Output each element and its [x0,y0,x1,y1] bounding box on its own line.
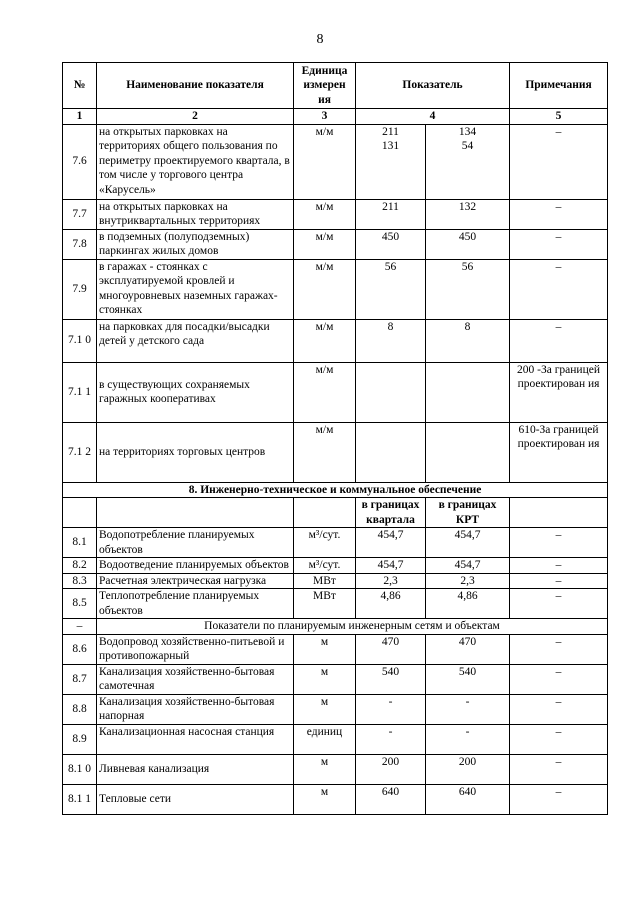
row-unit: единиц [294,724,356,754]
row-unit: м [294,664,356,694]
table-row [63,784,608,814]
row-note: – [510,124,608,199]
row-value-quarter: 454,7 [356,558,426,574]
row-unit: м/м [294,259,356,319]
row-value-quarter: 640 [356,784,426,814]
row-num: 7.6 [63,124,97,199]
subheader-quarter: в границах квартала [356,498,426,528]
row-name: Канализационная насосная станция [97,724,294,754]
row-num: 8.7 [63,664,97,694]
col-number: 4 [356,109,510,125]
row-name: на парковках для посадки/высадки детей у детского сада [97,319,294,362]
row-value-krt: 640 [426,784,510,814]
networks-header [63,619,608,635]
table-row [63,124,608,199]
row-num: – [63,619,97,635]
row-value-krt: 4,86 [426,589,510,619]
row-unit: МВт [294,573,356,589]
row-value-krt: 132 [426,199,510,229]
row-value-krt: 470 [426,634,510,664]
network-rows [63,634,608,814]
row-name: Канализация хозяйственно-бытовая напорная [97,694,294,724]
row-value-quarter: 470 [356,634,426,664]
header-name: Наименование показателя [97,63,294,109]
row-num: 8.5 [63,589,97,619]
row-note: – [510,754,608,784]
table-row [63,422,608,482]
header-note: Примечания [510,63,608,109]
row-note: – [510,199,608,229]
row-value-quarter: 454,7 [356,528,426,558]
header-row [63,63,608,109]
table-row [63,319,608,362]
row-num: 7.7 [63,199,97,229]
row-value-quarter: 4,86 [356,589,426,619]
row-unit: м/м [294,199,356,229]
header-num: № [63,63,97,109]
row-num: 8.2 [63,558,97,574]
row-unit: м/м [294,362,356,422]
row-num: 8.1 1 [63,784,97,814]
table-row [63,528,608,558]
row-num: 7.1 2 [63,422,97,482]
row-note: – [510,558,608,574]
table-row [63,573,608,589]
row-value-krt: - [426,724,510,754]
row-value-quarter: 450 [356,229,426,259]
row-value-quarter: 200 [356,754,426,784]
row-value-krt [426,362,510,422]
table-row [63,558,608,574]
row-note: – [510,229,608,259]
row-name: на открытых парковках на внутриквартальных территориях [97,199,294,229]
row-value-quarter: - [356,724,426,754]
row-name: на открытых парковках на территориях общего пользования по периметру проектируемого квартала, в том числе у торгового центра «Карусель» [97,124,294,199]
row-unit: м [294,694,356,724]
row-value-quarter: 2,3 [356,573,426,589]
row-num: 8.3 [63,573,97,589]
row-unit: м/м [294,229,356,259]
row-name: в гаражах - стоянках с эксплуатируемой кровлей и многоуровневых наземных гаражах-стоянках [97,259,294,319]
table-row [63,634,608,664]
row-unit: м/м [294,422,356,482]
row-unit: м [294,634,356,664]
row-value-quarter [356,362,426,422]
col-number: 1 [63,109,97,125]
row-note: 200 -За границей проектирован ия [510,362,608,422]
row-name: Расчетная электрическая нагрузка [97,573,294,589]
row-unit: м/м [294,319,356,362]
row-value-quarter: 211 131 [356,124,426,199]
row-name: Теплопотребление планируемых объектов [97,589,294,619]
networks-row [63,619,608,635]
row-value-krt: - [426,694,510,724]
row-note: 610-За границей проектирован ия [510,422,608,482]
parking-rows [63,124,608,482]
row-num: 7.8 [63,229,97,259]
table-row [63,229,608,259]
row-value-quarter: 211 [356,199,426,229]
row-value-krt: 8 [426,319,510,362]
header-unit: Единица измерен ия [294,63,356,109]
row-num: 7.1 1 [63,362,97,422]
indicators-table [62,62,608,815]
row-name: Тепловые сети [97,784,294,814]
row-unit: м³/сут. [294,558,356,574]
row-note: – [510,573,608,589]
table-row [63,259,608,319]
row-name: в подземных (полуподземных) паркингах жилых домов [97,229,294,259]
row-unit: м³/сут. [294,528,356,558]
row-value-krt: 454,7 [426,528,510,558]
row-num: 7.1 0 [63,319,97,362]
col-number: 3 [294,109,356,125]
row-note: – [510,724,608,754]
subheader-krt: в границах КРТ [426,498,510,528]
column-numbers-row [63,109,608,125]
table-row [63,199,608,229]
row-value-krt: 454,7 [426,558,510,574]
row-value-krt: 450 [426,229,510,259]
row-note: – [510,319,608,362]
row-name: в существующих сохраняемых гаражных кооперативах [97,362,294,422]
row-note: – [510,528,608,558]
row-value-quarter: 56 [356,259,426,319]
row-unit: м/м [294,124,356,199]
row-value-krt: 540 [426,664,510,694]
table-row [63,754,608,784]
row-value-krt: 200 [426,754,510,784]
row-name: на территориях торговых центров [97,422,294,482]
table-row [63,664,608,694]
row-note: – [510,634,608,664]
row-unit: м [294,784,356,814]
page-number: 8 [316,32,324,47]
col-number: 5 [510,109,608,125]
row-unit: м [294,754,356,784]
row-name: Водопровод хозяйственно-питьевой и противопожарный [97,634,294,664]
row-num: 8.6 [63,634,97,664]
row-value-quarter [356,422,426,482]
row-unit: МВт [294,589,356,619]
row-note: – [510,694,608,724]
row-num: 8.1 [63,528,97,558]
row-name: Канализация хозяйственно-бытовая самотечная [97,664,294,694]
section-title-row [63,482,608,498]
row-num: 8.9 [63,724,97,754]
section8-header [63,482,608,528]
row-num: 7.9 [63,259,97,319]
row-note: – [510,589,608,619]
row-value-quarter: 8 [356,319,426,362]
row-value-quarter: 540 [356,664,426,694]
table-row [63,694,608,724]
row-note: – [510,259,608,319]
networks-title: Показатели по планируемым инженерным сетям и объектам [97,619,608,635]
col-number: 2 [97,109,294,125]
row-name: Водопотребление планируемых объектов [97,528,294,558]
utility-rows [63,528,608,619]
row-value-krt: 56 [426,259,510,319]
row-value-quarter: - [356,694,426,724]
subheader-row [63,498,608,528]
row-name: Водоотведение планируемых объектов [97,558,294,574]
row-num: 8.8 [63,694,97,724]
row-num: 8.1 0 [63,754,97,784]
row-value-krt: 134 54 [426,124,510,199]
row-note: – [510,664,608,694]
row-name: Ливневая канализация [97,754,294,784]
table-row [63,589,608,619]
table-row [63,724,608,754]
row-value-krt: 2,3 [426,573,510,589]
row-value-krt [426,422,510,482]
row-note: – [510,784,608,814]
section-title: 8. Инженерно-техническое и коммунальное обеспечение [63,482,608,498]
table-row [63,362,608,422]
header-value: Показатель [356,63,510,109]
